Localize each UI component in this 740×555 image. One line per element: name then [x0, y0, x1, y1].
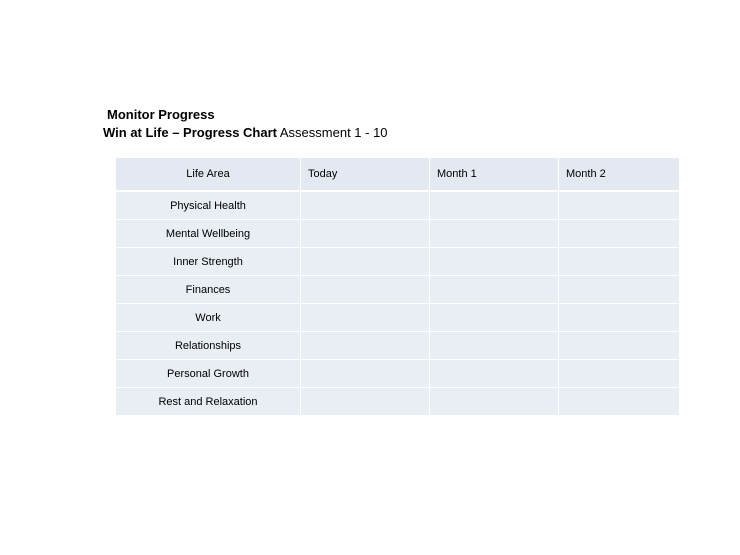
month-2-cell[interactable] — [559, 332, 680, 360]
table-row — [116, 220, 680, 248]
today-cell[interactable] — [301, 248, 430, 276]
today-cell[interactable] — [301, 220, 430, 248]
header-row — [116, 158, 680, 192]
today-cell[interactable] — [301, 304, 430, 332]
page-subtitle — [103, 124, 388, 142]
table-row — [116, 332, 680, 360]
month-2-cell[interactable] — [559, 191, 680, 220]
life-area-cell: Personal Growth — [116, 360, 301, 388]
table-row — [116, 360, 680, 388]
today-cell[interactable] — [301, 191, 430, 220]
month-1-cell[interactable] — [430, 248, 559, 276]
month-2-cell[interactable] — [559, 304, 680, 332]
table-row — [116, 304, 680, 332]
month-1-cell[interactable] — [430, 191, 559, 220]
life-area-cell: Physical Health — [116, 191, 301, 220]
month-1-cell[interactable] — [430, 388, 559, 416]
month-2-cell[interactable] — [559, 220, 680, 248]
month-1-cell[interactable] — [430, 332, 559, 360]
month-2-cell[interactable] — [559, 360, 680, 388]
month-2-cell[interactable] — [559, 248, 680, 276]
table-row — [116, 191, 680, 220]
today-cell[interactable] — [301, 276, 430, 304]
progress-table-wrap — [115, 157, 679, 416]
table-row — [116, 388, 680, 416]
table-row — [116, 276, 680, 304]
life-area-cell: Work — [116, 304, 301, 332]
header-life-area: Life Area — [116, 158, 301, 192]
month-2-cell[interactable] — [559, 388, 680, 416]
table-row — [116, 248, 680, 276]
month-1-cell[interactable] — [430, 276, 559, 304]
life-area-cell: Mental Wellbeing — [116, 220, 301, 248]
month-1-cell[interactable] — [430, 304, 559, 332]
today-cell[interactable] — [301, 360, 430, 388]
page-title: Monitor Progress — [107, 107, 215, 122]
life-area-cell: Relationships — [116, 332, 301, 360]
life-area-cell: Inner Strength — [116, 248, 301, 276]
subtitle-rest: Assessment 1 - 10 — [276, 125, 388, 140]
header-today: Today — [301, 158, 430, 192]
month-1-cell[interactable] — [430, 220, 559, 248]
life-area-cell: Rest and Relaxation — [116, 388, 301, 416]
header-month-1: Month 1 — [430, 158, 559, 192]
progress-table — [115, 157, 680, 416]
month-1-cell[interactable] — [430, 360, 559, 388]
subtitle-bold: Win at Life – Progress Chart — [103, 125, 277, 140]
life-area-cell: Finances — [116, 276, 301, 304]
today-cell[interactable] — [301, 388, 430, 416]
header-month-2: Month 2 — [559, 158, 680, 192]
today-cell[interactable] — [301, 332, 430, 360]
month-2-cell[interactable] — [559, 276, 680, 304]
heading-block — [103, 106, 388, 142]
